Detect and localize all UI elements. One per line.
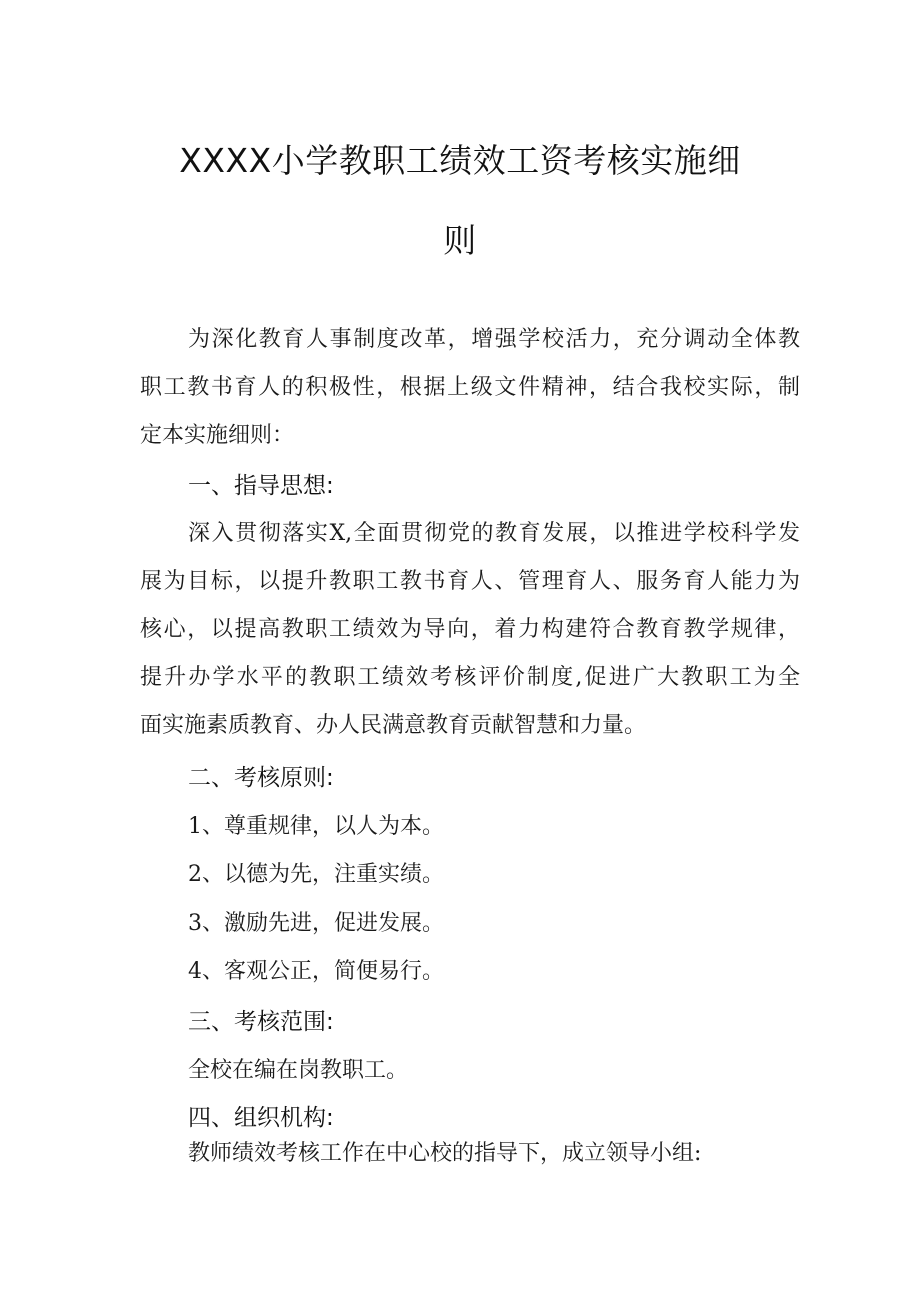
intro-line-2: 职工教书育人的积极性，根据上级文件精神，结合我校实际，制 <box>140 375 800 400</box>
section-3-heading: 三、考核范围: <box>188 1009 334 1035</box>
section-1-paragraph <box>140 510 800 750</box>
section-1-line-5: 面实施素质教育、办人民满意教育贡献智慧和力量。 <box>140 713 647 738</box>
section-4-heading: 四、组织机构: <box>188 1105 334 1131</box>
intro-line-1: 为深化教育人事制度改革，增强学校活力，充分调动全体教 <box>188 327 800 352</box>
intro-line-3: 定本实施细则： <box>140 423 295 448</box>
section-2-heading: 二、考核原则: <box>188 765 334 791</box>
section-1-line-4: 提升办学水平的教职工绩效考核评价制度,促进广大教职工为全 <box>140 665 800 690</box>
section-1-heading: 一、指导思想: <box>188 473 334 499</box>
principle-item-2: 2、以德为先，注重实绩。 <box>188 862 444 887</box>
document-title-line-2: 则 <box>443 221 477 260</box>
organization-text: 教师绩效考核工作在中心校的指导下，成立领导小组: <box>188 1141 702 1166</box>
principle-item-4: 4、客观公正，简便易行。 <box>188 959 444 984</box>
principle-item-1: 1、尊重规律，以人为本。 <box>188 814 444 839</box>
document-title-line-1: XXXX小学教职工绩效工资考核实施细 <box>179 141 741 180</box>
section-1-line-2: 展为目标，以提升教职工教书育人、管理育人、服务育人能力为 <box>140 569 800 594</box>
section-1-line-1: 深入贯彻落实X,全面贯彻党的教育发展，以推进学校科学发 <box>188 521 800 546</box>
principle-item-3: 3、激励先进，促进发展。 <box>188 911 444 936</box>
intro-paragraph <box>140 316 800 460</box>
section-1-line-3: 核心，以提高教职工绩效为导向，着力构建符合教育教学规律， <box>140 617 800 642</box>
scope-text: 全校在编在岗教职工。 <box>188 1058 409 1083</box>
